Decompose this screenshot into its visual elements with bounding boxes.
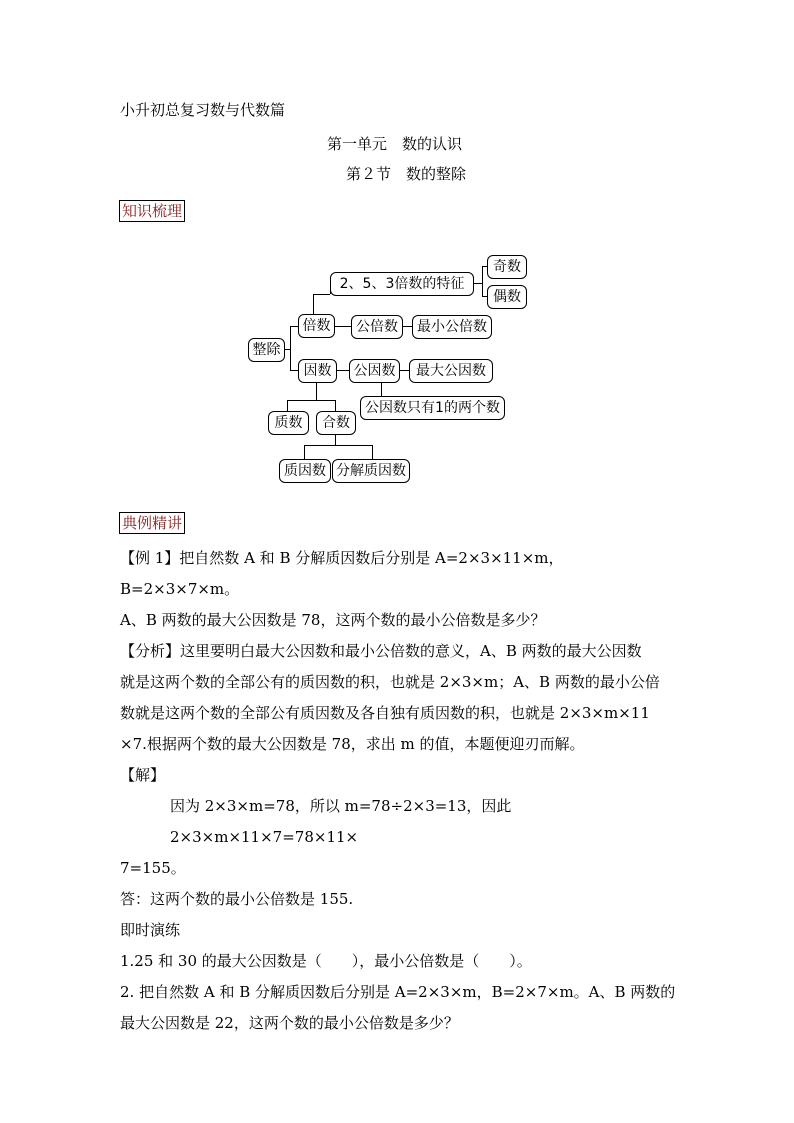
section-title: 第２节 数的整除 bbox=[346, 165, 467, 183]
example-question-line: A、B 两数的最大公因数是 78，这两个数的最小公倍数是多少？ bbox=[120, 611, 546, 629]
practice-title: 即时演练 bbox=[120, 921, 181, 939]
node-even: 偶数 bbox=[487, 285, 527, 309]
node-odd: 奇数 bbox=[487, 255, 527, 279]
node-factorization: 分解质因数 bbox=[332, 459, 410, 483]
node-coprime: 公因数只有1的两个数 bbox=[360, 396, 505, 420]
analysis-line: 就是这两个数的全部公有的质因数的积，也就是 2×3×m；A、B 两数的最小公倍 bbox=[120, 673, 660, 691]
node-multiple-features: 2、5、3倍数的特征 bbox=[330, 272, 474, 296]
node-factors: 因数 bbox=[298, 359, 337, 383]
solution-line: 因为 2×3×m=78，所以 m=78÷2×3=13，因此 2×3×m×11×7=78×11× bbox=[170, 797, 512, 846]
unit-title: 第一单元 数的认识 bbox=[327, 135, 463, 153]
node-divisibility: 整除 bbox=[248, 338, 285, 362]
node-multiples: 倍数 bbox=[298, 314, 335, 338]
practice-question-1: 1.25 和 30 的最大公因数是（ ），最小公倍数是（ ）。 bbox=[120, 952, 532, 970]
node-lcm: 最小公倍数 bbox=[412, 315, 492, 339]
knowledge-heading: 知识梳理 bbox=[119, 200, 185, 222]
analysis-line: 数就是这两个数的全部公有质因数及各自独有质因数的积，也就是 2×3×m×11 bbox=[120, 704, 650, 722]
practice-question-2-line: 2. 把自然数 A 和 B 分解质因数后分别是 A=2×3×m，B=2×7×m。A、B 两数的 bbox=[120, 983, 676, 1001]
analysis-line: 【分析】这里要明白最大公因数和最小公倍数的意义，A、B 两数的最大公因数 bbox=[120, 642, 642, 660]
solution-label: 【解】 bbox=[120, 766, 166, 784]
node-common-multiple: 公倍数 bbox=[351, 315, 403, 339]
example-question-line: 【例 1】把自然数 A 和 B 分解质因数后分别是 A=2×3×11×m，B=2×3×7×m。 bbox=[120, 549, 564, 598]
series-title: 小升初总复习数与代数篇 bbox=[120, 101, 286, 119]
node-prime-factor: 质因数 bbox=[279, 459, 331, 483]
node-prime: 质数 bbox=[268, 411, 309, 435]
node-common-factor: 公因数 bbox=[349, 359, 400, 383]
analysis-line: ×7.根据两个数的最大公因数是 78，求出 m 的值，本题便迎刃而解。 bbox=[120, 735, 585, 753]
node-composite: 合数 bbox=[316, 411, 356, 435]
examples-heading: 典例精讲 bbox=[119, 512, 185, 534]
solution-line: 7=155。 bbox=[120, 859, 186, 877]
practice-question-2-line: 最大公因数是 22，这两个数的最小公倍数是多少？ bbox=[120, 1014, 459, 1032]
example-question bbox=[120, 543, 680, 1039]
answer-line: 答：这两个数的最小公倍数是 155. bbox=[120, 890, 354, 908]
node-gcd: 最大公因数 bbox=[409, 359, 493, 383]
